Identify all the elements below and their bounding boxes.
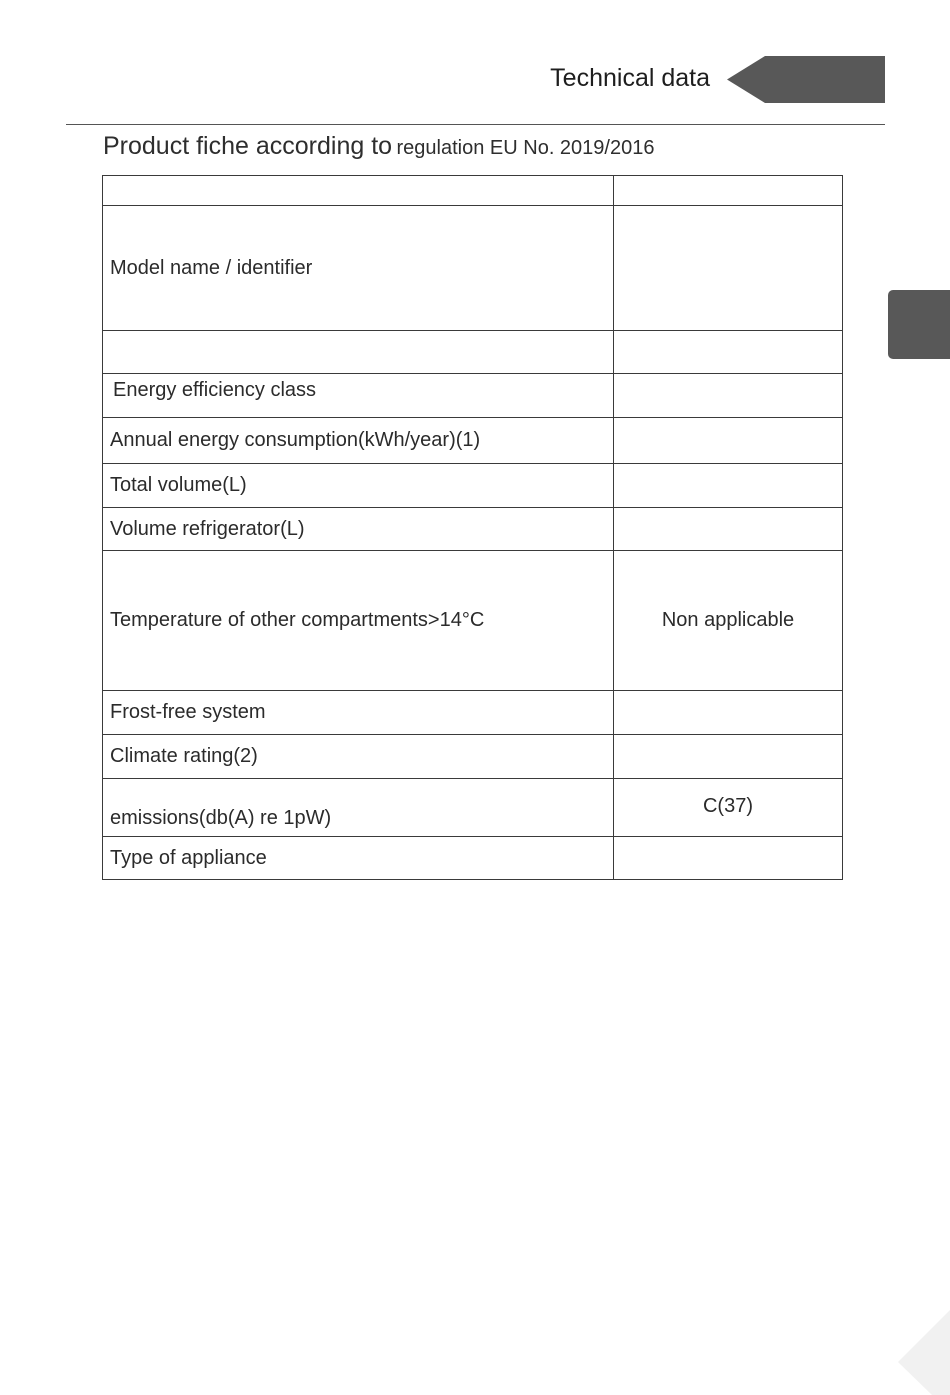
row-label <box>103 331 614 374</box>
row-value: Non applicable <box>614 551 843 691</box>
row-value: C(37) <box>614 779 843 837</box>
table-row <box>103 691 843 735</box>
header-tab-marker <box>727 56 885 103</box>
table-row <box>103 331 843 374</box>
row-label: Volume refrigerator(L) <box>103 508 614 551</box>
row-value <box>614 735 843 779</box>
table-row <box>103 551 843 691</box>
table-row <box>103 176 843 206</box>
table-row <box>103 418 843 464</box>
row-label: Frost-free system <box>103 691 614 735</box>
row-label: Total volume(L) <box>103 464 614 508</box>
table-row <box>103 735 843 779</box>
row-value <box>614 206 843 331</box>
row-label: emissions(db(A) re 1pW) <box>103 779 614 837</box>
row-value <box>614 691 843 735</box>
fiche-heading-regulation: regulation EU No. 2019/2016 <box>396 137 655 159</box>
table-row <box>103 779 843 837</box>
row-value <box>614 374 843 418</box>
product-fiche-table <box>102 175 843 880</box>
row-value <box>614 418 843 464</box>
row-label: Energy efficiency class <box>103 374 614 418</box>
table-row <box>103 206 843 331</box>
table-row <box>103 374 843 418</box>
page-title: Technical data <box>550 64 710 92</box>
row-label <box>103 176 614 206</box>
row-label: Climate rating(2) <box>103 735 614 779</box>
row-value <box>614 837 843 880</box>
row-label: Temperature of other compartments>14°C <box>103 551 614 691</box>
table-row <box>103 464 843 508</box>
row-value <box>614 176 843 206</box>
fiche-heading <box>103 132 863 161</box>
row-label: Type of appliance <box>103 837 614 880</box>
side-section-tab <box>888 290 950 359</box>
table-row <box>103 837 843 880</box>
header-divider <box>66 124 885 125</box>
row-label: Model name / identifier <box>103 206 614 331</box>
row-value <box>614 331 843 374</box>
table-row <box>103 508 843 551</box>
row-value <box>614 464 843 508</box>
row-value <box>614 508 843 551</box>
row-label: Annual energy consumption(kWh/year)(1) <box>103 418 614 464</box>
fiche-heading-main: Product fiche according to <box>103 132 393 160</box>
